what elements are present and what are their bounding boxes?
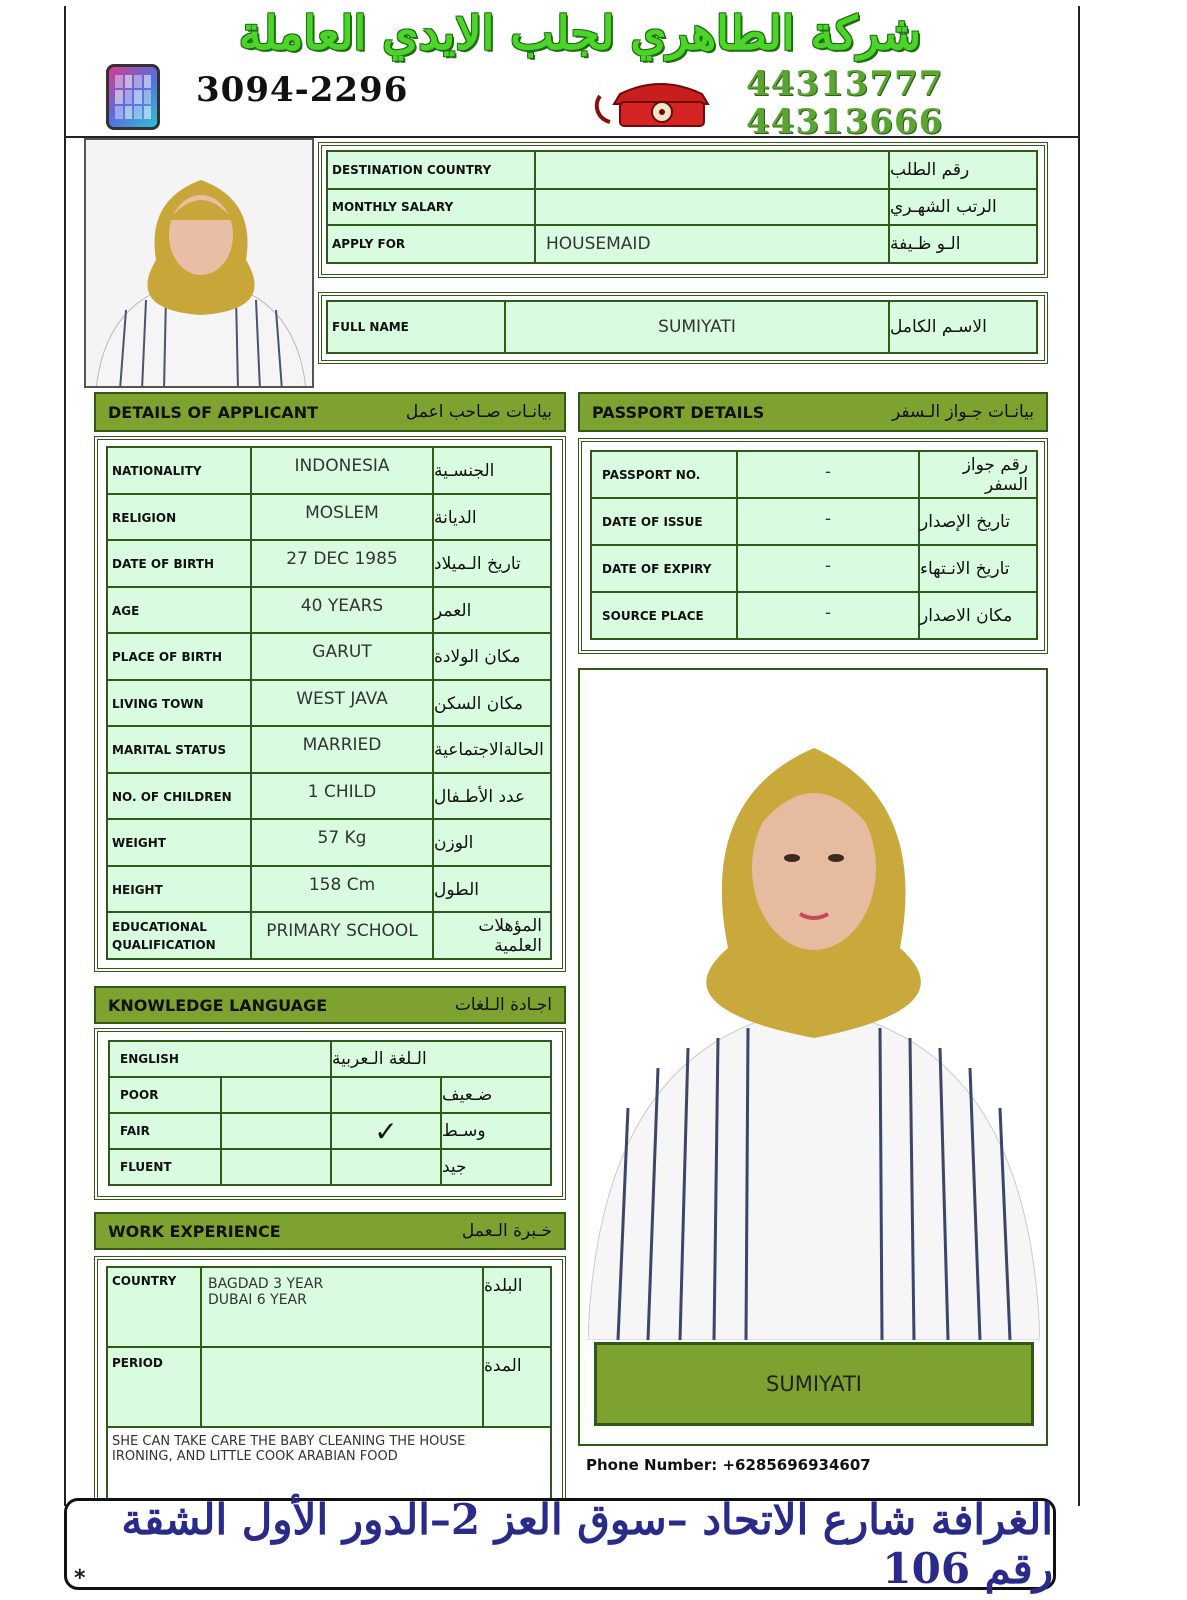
mobile-number: 3094-2296 bbox=[196, 70, 409, 110]
applicant-field-value: PRIMARY SCHOOL bbox=[250, 911, 434, 960]
language-level-ar: ضـعيف bbox=[440, 1076, 552, 1114]
experience-period-value bbox=[200, 1346, 484, 1428]
applicant-field-value: 1 CHILD bbox=[250, 772, 434, 821]
applicant-field-ar: الطول bbox=[432, 865, 552, 914]
applicant-field-value: INDONESIA bbox=[250, 446, 434, 495]
language-english-header: ENGLISH bbox=[108, 1040, 332, 1078]
footer-asterisk: * bbox=[74, 1566, 86, 1591]
apply-for-value: HOUSEMAID bbox=[534, 224, 890, 264]
experience-country-line-1: BAGDAD 3 YEAR bbox=[208, 1276, 324, 1292]
language-english-mark bbox=[220, 1076, 332, 1114]
smartphone-icon bbox=[106, 64, 160, 130]
language-arabic-mark bbox=[330, 1148, 442, 1186]
passport-field-value: - bbox=[736, 450, 920, 499]
applicant-field-ar: عدد الأطـفال bbox=[432, 772, 552, 821]
language-level-label: FLUENT bbox=[108, 1148, 222, 1186]
language-level-ar: جيد bbox=[440, 1148, 552, 1186]
experience-notes bbox=[106, 1426, 552, 1498]
language-english-mark bbox=[220, 1112, 332, 1150]
applicant-field-ar: العمر bbox=[432, 586, 552, 635]
experience-country-value bbox=[200, 1266, 484, 1348]
language-section-title-ar: اجـادة الـلغات bbox=[454, 995, 552, 1015]
applicant-field-value: WEST JAVA bbox=[250, 679, 434, 728]
applicant-field-label: HEIGHT bbox=[106, 865, 252, 914]
applicant-field-label: EDUCATIONAL QUALIFICATION bbox=[106, 911, 252, 960]
passport-field-label: DATE OF EXPIRY bbox=[590, 544, 738, 593]
applicant-field-ar: الوزن bbox=[432, 818, 552, 867]
applicant-field-value: 27 DEC 1985 bbox=[250, 539, 434, 588]
passport-field-ar: تاريخ الإصدار bbox=[918, 497, 1038, 546]
applicant-field-value: MOSLEM bbox=[250, 493, 434, 542]
language-english-mark bbox=[220, 1148, 332, 1186]
applicant-field-label: NATIONALITY bbox=[106, 446, 252, 495]
experience-section-header bbox=[94, 1212, 566, 1250]
language-arabic-mark bbox=[330, 1076, 442, 1114]
applicant-field-label: LIVING TOWN bbox=[106, 679, 252, 728]
apply-for-ar: الـو ظـيفة bbox=[888, 224, 1038, 264]
language-section-header bbox=[94, 986, 566, 1024]
applicant-field-label: MARITAL STATUS bbox=[106, 725, 252, 774]
applicant-photo-large bbox=[588, 708, 1040, 1340]
landline-number-1: 44313777 bbox=[746, 64, 944, 104]
passport-field-label: SOURCE PLACE bbox=[590, 591, 738, 640]
applicant-field-value: 57 Kg bbox=[250, 818, 434, 867]
monthly-salary-ar: الرتب الشهـري bbox=[888, 188, 1038, 226]
language-section-title: KNOWLEDGE LANGUAGE bbox=[108, 995, 328, 1015]
applicant-field-value: GARUT bbox=[250, 632, 434, 681]
apply-for-label: APPLY FOR bbox=[326, 224, 536, 264]
destination-country-label: DESTINATION COUNTRY bbox=[326, 150, 536, 190]
footer-address-box bbox=[64, 1495, 1056, 1593]
applicant-field-ar: الجنسـية bbox=[432, 446, 552, 495]
applicant-field-ar: تاريخ الـميلاد bbox=[432, 539, 552, 588]
applicant-field-ar: مكان السكن bbox=[432, 679, 552, 728]
experience-section-title: WORK EXPERIENCE bbox=[108, 1221, 281, 1241]
passport-field-value: - bbox=[736, 591, 920, 640]
language-level-ar: وسـط bbox=[440, 1112, 552, 1150]
passport-field-value: - bbox=[736, 497, 920, 546]
applicant-field-label: WEIGHT bbox=[106, 818, 252, 867]
applicant-field-label: DATE OF BIRTH bbox=[106, 539, 252, 588]
applicant-field-label: AGE bbox=[106, 586, 252, 635]
applicant-field-ar: الحالةالاجتماعية bbox=[432, 725, 552, 774]
applicant-photo-small bbox=[84, 138, 314, 388]
telephone-icon bbox=[590, 74, 724, 130]
passport-section-title-ar: بيانـات جـواز الـسفر bbox=[892, 402, 1034, 422]
contact-phone-label: Phone Number: bbox=[586, 1456, 718, 1474]
applicant-field-label: NO. OF CHILDREN bbox=[106, 772, 252, 821]
applicant-field-value: MARRIED bbox=[250, 725, 434, 774]
passport-field-value: - bbox=[736, 544, 920, 593]
applicant-section-title: DETAILS OF APPLICANT bbox=[108, 402, 319, 422]
full-name-value: SUMIYATI bbox=[504, 300, 890, 354]
contact-phone bbox=[586, 1456, 871, 1474]
language-level-label: POOR bbox=[108, 1076, 222, 1114]
experience-country-line-2: DUBAI 6 YEAR bbox=[208, 1292, 307, 1308]
passport-section-header bbox=[578, 392, 1048, 432]
destination-country-value bbox=[534, 150, 890, 190]
applicant-field-ar: الديانة bbox=[432, 493, 552, 542]
destination-country-ar: رقم الطلب bbox=[888, 150, 1038, 190]
passport-field-ar: تاريخ الانـتهاء bbox=[918, 544, 1038, 593]
monthly-salary-value bbox=[534, 188, 890, 226]
applicant-field-value: 158 Cm bbox=[250, 865, 434, 914]
experience-period-ar: المدة bbox=[482, 1346, 552, 1428]
passport-field-label: PASSPORT NO. bbox=[590, 450, 738, 499]
applicant-field-ar: المؤهلات العلمية bbox=[432, 911, 552, 960]
applicant-section-header bbox=[94, 392, 566, 432]
experience-section-title-ar: خـبرة الـعمل bbox=[461, 1221, 552, 1241]
experience-notes-line-1: SHE CAN TAKE CARE THE BABY CLEANING THE HOUSE bbox=[112, 1434, 466, 1449]
full-name-ar: الاسـم الكامل bbox=[888, 300, 1038, 354]
language-arabic-header: الـلغة الـعربية bbox=[330, 1040, 552, 1078]
passport-section-title: PASSPORT DETAILS bbox=[592, 402, 765, 422]
experience-country-label: COUNTRY bbox=[106, 1266, 202, 1348]
contact-phone-value: +6285696934607 bbox=[722, 1456, 871, 1474]
experience-period-label: PERIOD bbox=[106, 1346, 202, 1428]
landline-number-2: 44313666 bbox=[746, 102, 944, 142]
language-arabic-mark: ✓ bbox=[330, 1112, 442, 1150]
passport-field-label: DATE OF ISSUE bbox=[590, 497, 738, 546]
applicant-section-title-ar: بيانـات صـاحب اعمل bbox=[405, 402, 552, 422]
passport-field-ar: مكان الاصدار bbox=[918, 591, 1038, 640]
experience-notes-line-2: IRONING, AND LITTLE COOK ARABIAN FOOD bbox=[112, 1449, 398, 1464]
monthly-salary-label: MONTHLY SALARY bbox=[326, 188, 536, 226]
applicant-field-value: 40 YEARS bbox=[250, 586, 434, 635]
company-name: شركة الطاهري لجلب الايدي العاملة bbox=[238, 6, 922, 60]
language-level-label: FAIR bbox=[108, 1112, 222, 1150]
applicant-field-ar: مكان الولادة bbox=[432, 632, 552, 681]
full-name-label: FULL NAME bbox=[326, 300, 506, 354]
applicant-field-label: PLACE OF BIRTH bbox=[106, 632, 252, 681]
experience-country-ar: البلدة bbox=[482, 1266, 552, 1348]
passport-field-ar: رقم جواز السفر bbox=[918, 450, 1038, 499]
footer-address: الغرافة شارع الاتحاد –سوق العز 2–الدور الأول الشقة رقم 106 bbox=[121, 1495, 1053, 1593]
photo-caption: SUMIYATI bbox=[594, 1342, 1034, 1426]
applicant-field-label: RELIGION bbox=[106, 493, 252, 542]
